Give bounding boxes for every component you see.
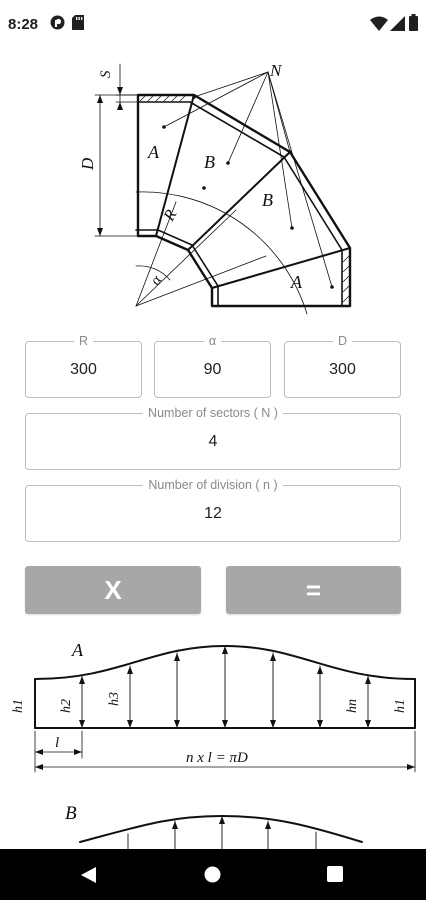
alpha-label: α [204, 334, 221, 348]
alpha-field[interactable] [154, 334, 271, 398]
formula-label: n x l = πD [186, 750, 248, 766]
development-b-diagram [0, 792, 426, 849]
main-content [0, 52, 426, 849]
division-value[interactable]: 12 [204, 504, 222, 522]
development-a-diagram [0, 632, 426, 782]
battery-icon [409, 14, 418, 36]
signal-icon [390, 16, 405, 36]
division-label: Number of division ( n ) [143, 478, 282, 492]
sd-card-icon [72, 15, 84, 35]
label-b-lower: B [262, 190, 273, 210]
label-h1-left: h1 [11, 699, 26, 713]
navigation-bar [0, 849, 426, 900]
d-label: D [333, 334, 352, 348]
d-value[interactable]: 300 [329, 360, 356, 378]
r-value[interactable]: 300 [70, 360, 97, 378]
sectors-field[interactable] [25, 406, 401, 470]
label-d: D [78, 157, 97, 170]
back-icon[interactable] [80, 866, 97, 889]
development-a-title: A [72, 640, 83, 660]
d-field[interactable] [284, 334, 401, 398]
sectors-value[interactable]: 4 [208, 432, 218, 450]
division-field[interactable] [25, 478, 401, 542]
recents-icon[interactable] [327, 866, 343, 887]
label-a-bottom: A [291, 272, 302, 292]
label-n: N [270, 61, 282, 80]
alpha-value[interactable]: 90 [203, 360, 222, 378]
status-time: 8:28 [8, 16, 39, 33]
label-h3: h3 [107, 692, 122, 706]
label-hn: hn [345, 699, 360, 713]
elbow-diagram [0, 52, 426, 322]
r-label: R [74, 334, 93, 348]
development-b-title: B [65, 803, 77, 824]
label-alpha: α [147, 273, 166, 288]
r-field[interactable] [25, 334, 142, 398]
label-s: S [98, 70, 114, 78]
label-h2: h2 [59, 699, 74, 713]
label-h1-right: h1 [393, 699, 408, 713]
label-b-upper: B [204, 152, 215, 172]
wifi-icon [370, 16, 388, 36]
clear-button[interactable]: X [25, 566, 201, 614]
notification-app-icon [50, 15, 65, 35]
label-a-top: A [148, 142, 159, 162]
status-bar [0, 0, 426, 52]
home-icon[interactable] [204, 866, 221, 888]
sectors-label: Number of sectors ( N ) [143, 406, 283, 420]
label-l: l [55, 735, 60, 751]
label-r: R [160, 207, 181, 224]
calculate-button[interactable]: = [226, 566, 401, 614]
